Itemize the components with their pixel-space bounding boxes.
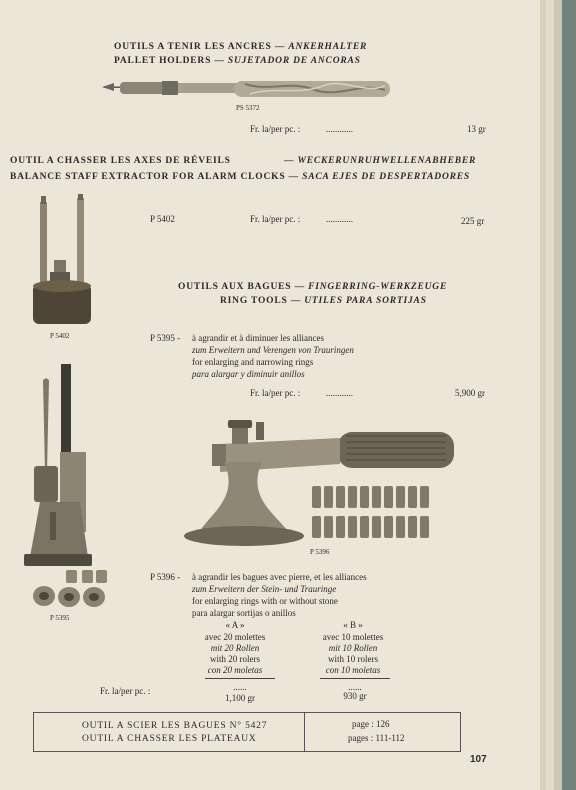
title-de: ANKERHALTER (288, 42, 368, 52)
price-label: Fr. la/per pc. : (250, 124, 301, 134)
variant-a-fr: avec 20 molettes (204, 632, 266, 642)
ring-stretcher-press-image (20, 362, 100, 572)
roller-set-image (310, 484, 438, 542)
variant-b-rule (320, 678, 390, 679)
price-dots: ............ (326, 124, 353, 134)
separator: — (290, 296, 302, 306)
section-pallet-title-line1 (114, 42, 367, 52)
title-en: PALLET HOLDERS (114, 56, 212, 66)
variant-a-en: with 20 rolers (210, 654, 260, 664)
variant-b-es: con 10 moletas (325, 665, 381, 675)
page-edge (546, 0, 554, 790)
variant-b-de: mit 10 Rollen (328, 643, 378, 653)
crossref-item-1: OUTIL A SCIER LES BAGUES N° 5427 (82, 721, 268, 731)
title-fr: OUTIL A CHASSER LES AXES DE RÉVEILS (10, 156, 231, 166)
title-de: FINGERRING-WERKZEUGE (308, 282, 448, 292)
variant-b-en: with 10 rolers (328, 654, 378, 664)
price-value: 225 gr (461, 216, 485, 226)
price-dots: ............ (326, 388, 353, 398)
image-caption-p5396: P 5396 (310, 548, 330, 556)
ref-p5396: P 5396 - (150, 572, 181, 582)
section-staff-title-line1b (284, 156, 476, 166)
ref-p5395: P 5395 - (150, 333, 181, 343)
price-label: Fr. la/per pc. : (100, 686, 151, 696)
image-caption-p5402: P 5402 (50, 332, 70, 340)
separator: — (274, 42, 286, 52)
variant-a-head: « A » (225, 620, 245, 630)
cross-reference-box (33, 712, 461, 752)
separator: — (284, 156, 295, 166)
separator: — (288, 172, 299, 182)
title-en: RING TOOLS (220, 296, 288, 306)
book-cover-edge (562, 0, 576, 790)
ref-p5402: P 5402 (150, 214, 175, 224)
desc-de: zum Erweitern und Verengen von Trauringen (192, 345, 354, 355)
variant-a-price: 1,100 gr (225, 693, 255, 703)
price-value: 5,900 gr (455, 388, 485, 398)
price-value: 13 gr (467, 124, 486, 134)
variant-a-rule (205, 678, 275, 679)
desc-fr: à agrandir et à diminuer les alliances (192, 333, 324, 343)
section-pallet-title-line2 (114, 56, 361, 66)
variant-a-es: con 20 moletas (207, 665, 263, 675)
separator: — (294, 282, 305, 292)
price-dots-b: ...... (348, 682, 362, 692)
separator: — (214, 56, 225, 66)
price-dots: ............ (326, 214, 353, 224)
desc-es: para alargar y diminuir anillos (192, 369, 305, 379)
crossref-page-2: pages : 111-112 (348, 733, 405, 743)
title-en: BALANCE STAFF EXTRACTOR FOR ALARM CLOCKS (10, 172, 286, 182)
page-edge (554, 0, 562, 790)
title-fr: OUTILS A TENIR LES ANCRES (114, 42, 272, 52)
crossref-item-2: OUTIL A CHASSER LES PLATEAUX (82, 734, 257, 744)
variant-b-price: 930 gr (343, 691, 367, 701)
section-ring-title-line2 (220, 296, 427, 306)
image-caption-ps5372: PS 5372 (236, 104, 260, 112)
desc-en: for enlarging and narrowing rings (192, 357, 314, 367)
desc-de: zum Erweitern der Stein- und Trauringe (192, 584, 337, 594)
title-es: SUJETADOR DE ANCORAS (227, 56, 361, 66)
section-staff-title-line2 (10, 172, 470, 182)
desc-fr: à agrandir les bagues avec pierre, et les alliances (192, 572, 367, 582)
ring-mandrels-image (30, 566, 110, 612)
image-caption-p5395: P 5395 (50, 614, 70, 622)
title-de: WECKERUNRUHWELLENABHEBER (297, 156, 477, 166)
desc-es: para alargar sortijas o anillos (192, 608, 296, 618)
pallet-holder-image (100, 76, 400, 102)
price-label: Fr. la/per pc. : (250, 214, 301, 224)
title-es: SACA EJES DE DESPERTADORES (302, 172, 470, 182)
section-staff-title-line1 (10, 156, 231, 166)
title-es: UTILES PARA SORTIJAS (304, 296, 427, 306)
variant-b-head: « B » (343, 620, 363, 630)
crossref-page-1: page : 126 (352, 719, 390, 729)
price-label: Fr. la/per pc. : (250, 388, 301, 398)
box-divider (304, 713, 305, 751)
desc-en: for enlarging rings with or without stone (192, 596, 338, 606)
price-dots-a: ...... (233, 682, 247, 692)
page-number: 107 (470, 754, 487, 765)
variant-b-fr: avec 10 molettes (322, 632, 384, 642)
staff-extractor-image (30, 196, 94, 326)
title-fr: OUTILS AUX BAGUES (178, 282, 292, 292)
section-ring-title-line1 (178, 282, 447, 292)
variant-a-de: mit 20 Rollen (210, 643, 260, 653)
